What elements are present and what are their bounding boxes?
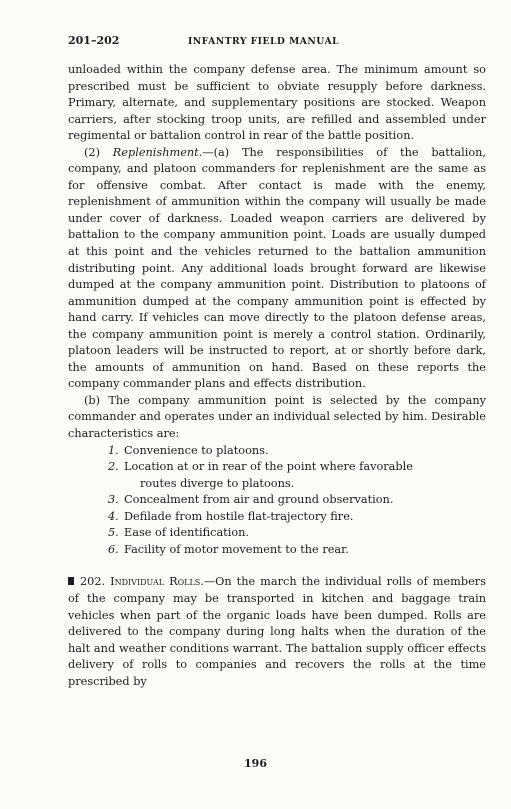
list-item-number: 2. xyxy=(108,460,119,474)
header-page-range: 201–202 xyxy=(68,34,120,47)
list-item-text: Facility of motor movement to the rear. xyxy=(124,542,349,556)
list-item-text: Convenience to platoons. xyxy=(124,443,269,457)
list-item-text xyxy=(124,459,486,492)
section-title: Individual Rolls. xyxy=(110,575,204,589)
list-item-line: Location at or in rear of the point where favorable xyxy=(124,460,413,474)
subsection-number: (2) xyxy=(84,145,101,159)
subsection-dash: — xyxy=(202,145,214,159)
list-item xyxy=(108,492,486,509)
subsection-title: Replenishment. xyxy=(112,145,203,159)
paragraph-replenishment-a xyxy=(68,145,486,393)
item-letter-a: (a) xyxy=(213,145,230,159)
list-item xyxy=(108,459,486,492)
list-item-text: Concealment from air and ground observation. xyxy=(124,493,394,507)
section-202 xyxy=(68,574,486,690)
list-item-number: 6. xyxy=(108,542,119,556)
section-text: On the march the individual rolls of members of the company may be transported in kitchen and baggage train vehicles when part of the organic loads have been dumped. Rolls are delivered to the company during long halts when the duration of the halt and weather conditions warrant. The battalion supply officer effects delivery of rolls to companies and recovers the rolls at the time prescribed by xyxy=(68,575,486,688)
section-number: 202. xyxy=(80,575,106,589)
list-item-number: 3. xyxy=(108,493,119,507)
section-dash: — xyxy=(203,575,216,589)
header-manual-title: INFANTRY FIELD MANUAL xyxy=(188,36,340,47)
list-item xyxy=(108,509,486,526)
list-item xyxy=(108,443,486,460)
paragraph-replenishment-b xyxy=(68,393,486,443)
page xyxy=(68,34,486,690)
list-item-text: Ease of identification. xyxy=(124,526,250,540)
characteristics-list xyxy=(108,443,486,559)
list-item-number: 5. xyxy=(108,526,119,540)
list-item-text: Defilade from hostile flat-trajectory fire. xyxy=(124,509,354,523)
paragraph-text: The responsibilities of the battalion, company, and platoon commanders for replenishment are the same as for offensive combat. After contact is made with the enemy, replenishment of ammunition within the company will usually be made under cover of darkness. Loaded weapon carriers are delivered by battalion to the company ammunition point. Loads are usually dumped at this point and the vehicles returned to the battalion ammunition distributing point. Any additional loads brought forward are likewise dumped at the company ammunition point. Distribution to platoons of ammunition dumped at the company ammunition point is effected by hand carry. If vehicles can move directly to the platoon defense areas, the company ammunition point is merely a control station. Ordinarily, platoon leaders will be instructed to report, at or shortly before dark, the amounts of ammunition on hand. Based on these reports the company commander plans and effects distribution. xyxy=(68,145,487,391)
list-item xyxy=(108,542,486,559)
list-item xyxy=(108,525,486,542)
running-header xyxy=(68,34,486,56)
section-marker-icon xyxy=(68,577,74,585)
paragraph-text: The company ammunition point is selected by the company commander and operates under an individual selected by him. Desirable characteristics are: xyxy=(68,393,487,441)
list-item-number: 1. xyxy=(108,443,119,457)
paragraph-storage: unloaded within the company defense area. The minimum amount so prescribed must be sufficient to obviate resupply before darkness. Primary, alternate, and supplementary positions are stocked. Weapon carriers, after stocking troop units, are refilled and assembled under regimental or battalion control in rear of the battle position. xyxy=(68,63,486,143)
list-item-number: 4. xyxy=(108,509,119,523)
item-letter-b: (b) xyxy=(84,393,101,407)
list-item-continuation: routes diverge to platoons. xyxy=(140,476,295,490)
page-number: 196 xyxy=(244,757,267,770)
